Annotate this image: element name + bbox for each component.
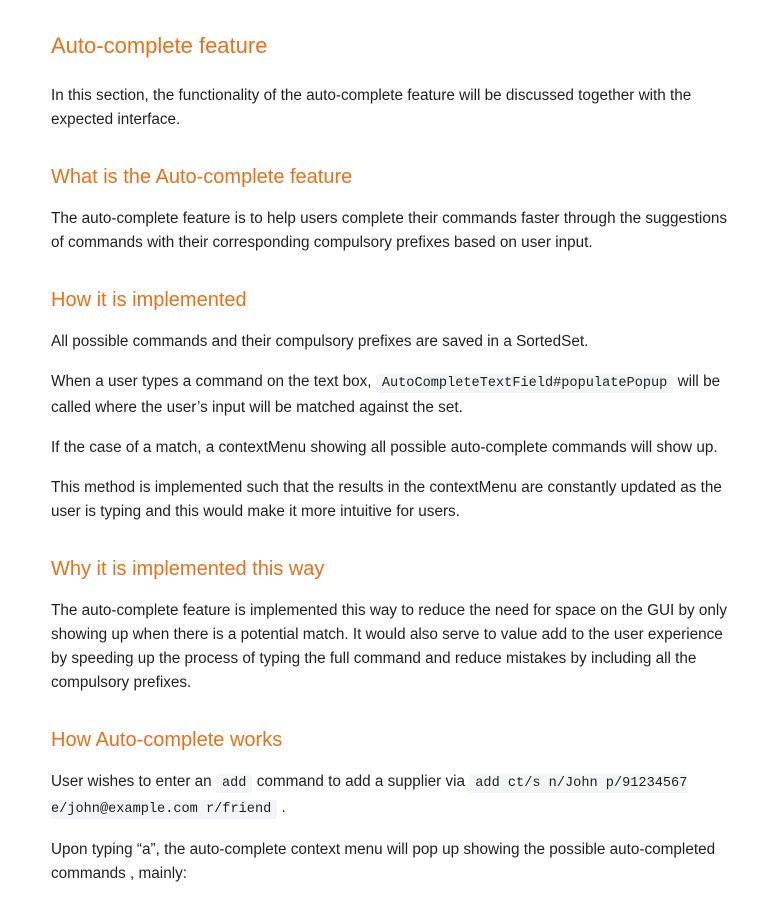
- add-example-code: add ct/s n/John p/91234567 e/john@example.com r/friend: [51, 776, 688, 817]
- heading-how-implemented: How it is implemented: [51, 289, 247, 311]
- impl-paragraph-3: If the case of a match, a contextMenu showing all possible auto-complete commands will show up.: [51, 439, 718, 456]
- impl-p2-text-before: When a user types a command on the text box,: [51, 373, 372, 390]
- add-command-code: add: [216, 774, 252, 793]
- works-p1-text-before: User wishes to enter an: [51, 773, 212, 790]
- heading-how-autocomplete-works: How Auto-complete works: [51, 729, 283, 751]
- impl-p2-text-after: will be called where the user’s input will be matched against the set.: [51, 373, 721, 416]
- page-title: Auto-complete feature: [51, 33, 268, 58]
- intro-paragraph: In this section, the functionality of the auto-complete feature will be discussed together with the expected interface.: [51, 87, 692, 128]
- document-body: [51, 30, 741, 902]
- impl-paragraph-4: This method is implemented such that the results in the contextMenu are constantly updated as the user is typing and this would make it more intuitive for users.: [51, 479, 722, 520]
- heading-what-is-autocomplete: What is the Auto-complete feature: [51, 166, 353, 188]
- works-p1-text-middle: command to add a supplier via: [256, 773, 466, 790]
- impl-paragraph-1: All possible commands and their compulsory prefixes are saved in a SortedSet.: [51, 333, 589, 350]
- works-p1-text-after: .: [281, 799, 286, 816]
- populate-popup-code: AutoCompleteTextField#populatePopup: [376, 374, 674, 393]
- why-paragraph: The auto-complete feature is implemented this way to reduce the need for space on the GUI by only showing up when there is a potential match. It would also serve to value add to the user experience by speeding up the process of typing the full command and reduce mistakes by including all the compulsory prefixes.: [51, 602, 727, 691]
- heading-why-implemented: Why it is implemented this way: [51, 558, 325, 580]
- what-paragraph: The auto-complete feature is to help users complete their commands faster through the suggestions of commands with their corresponding compulsory prefixes based on user input.: [51, 210, 727, 251]
- works-paragraph-2: Upon typing “a”, the auto-complete context menu will pop up showing the possible auto-completed commands , mainly:: [51, 841, 716, 882]
- impl-paragraph-2: [51, 370, 741, 420]
- works-paragraph-1: [51, 770, 741, 822]
